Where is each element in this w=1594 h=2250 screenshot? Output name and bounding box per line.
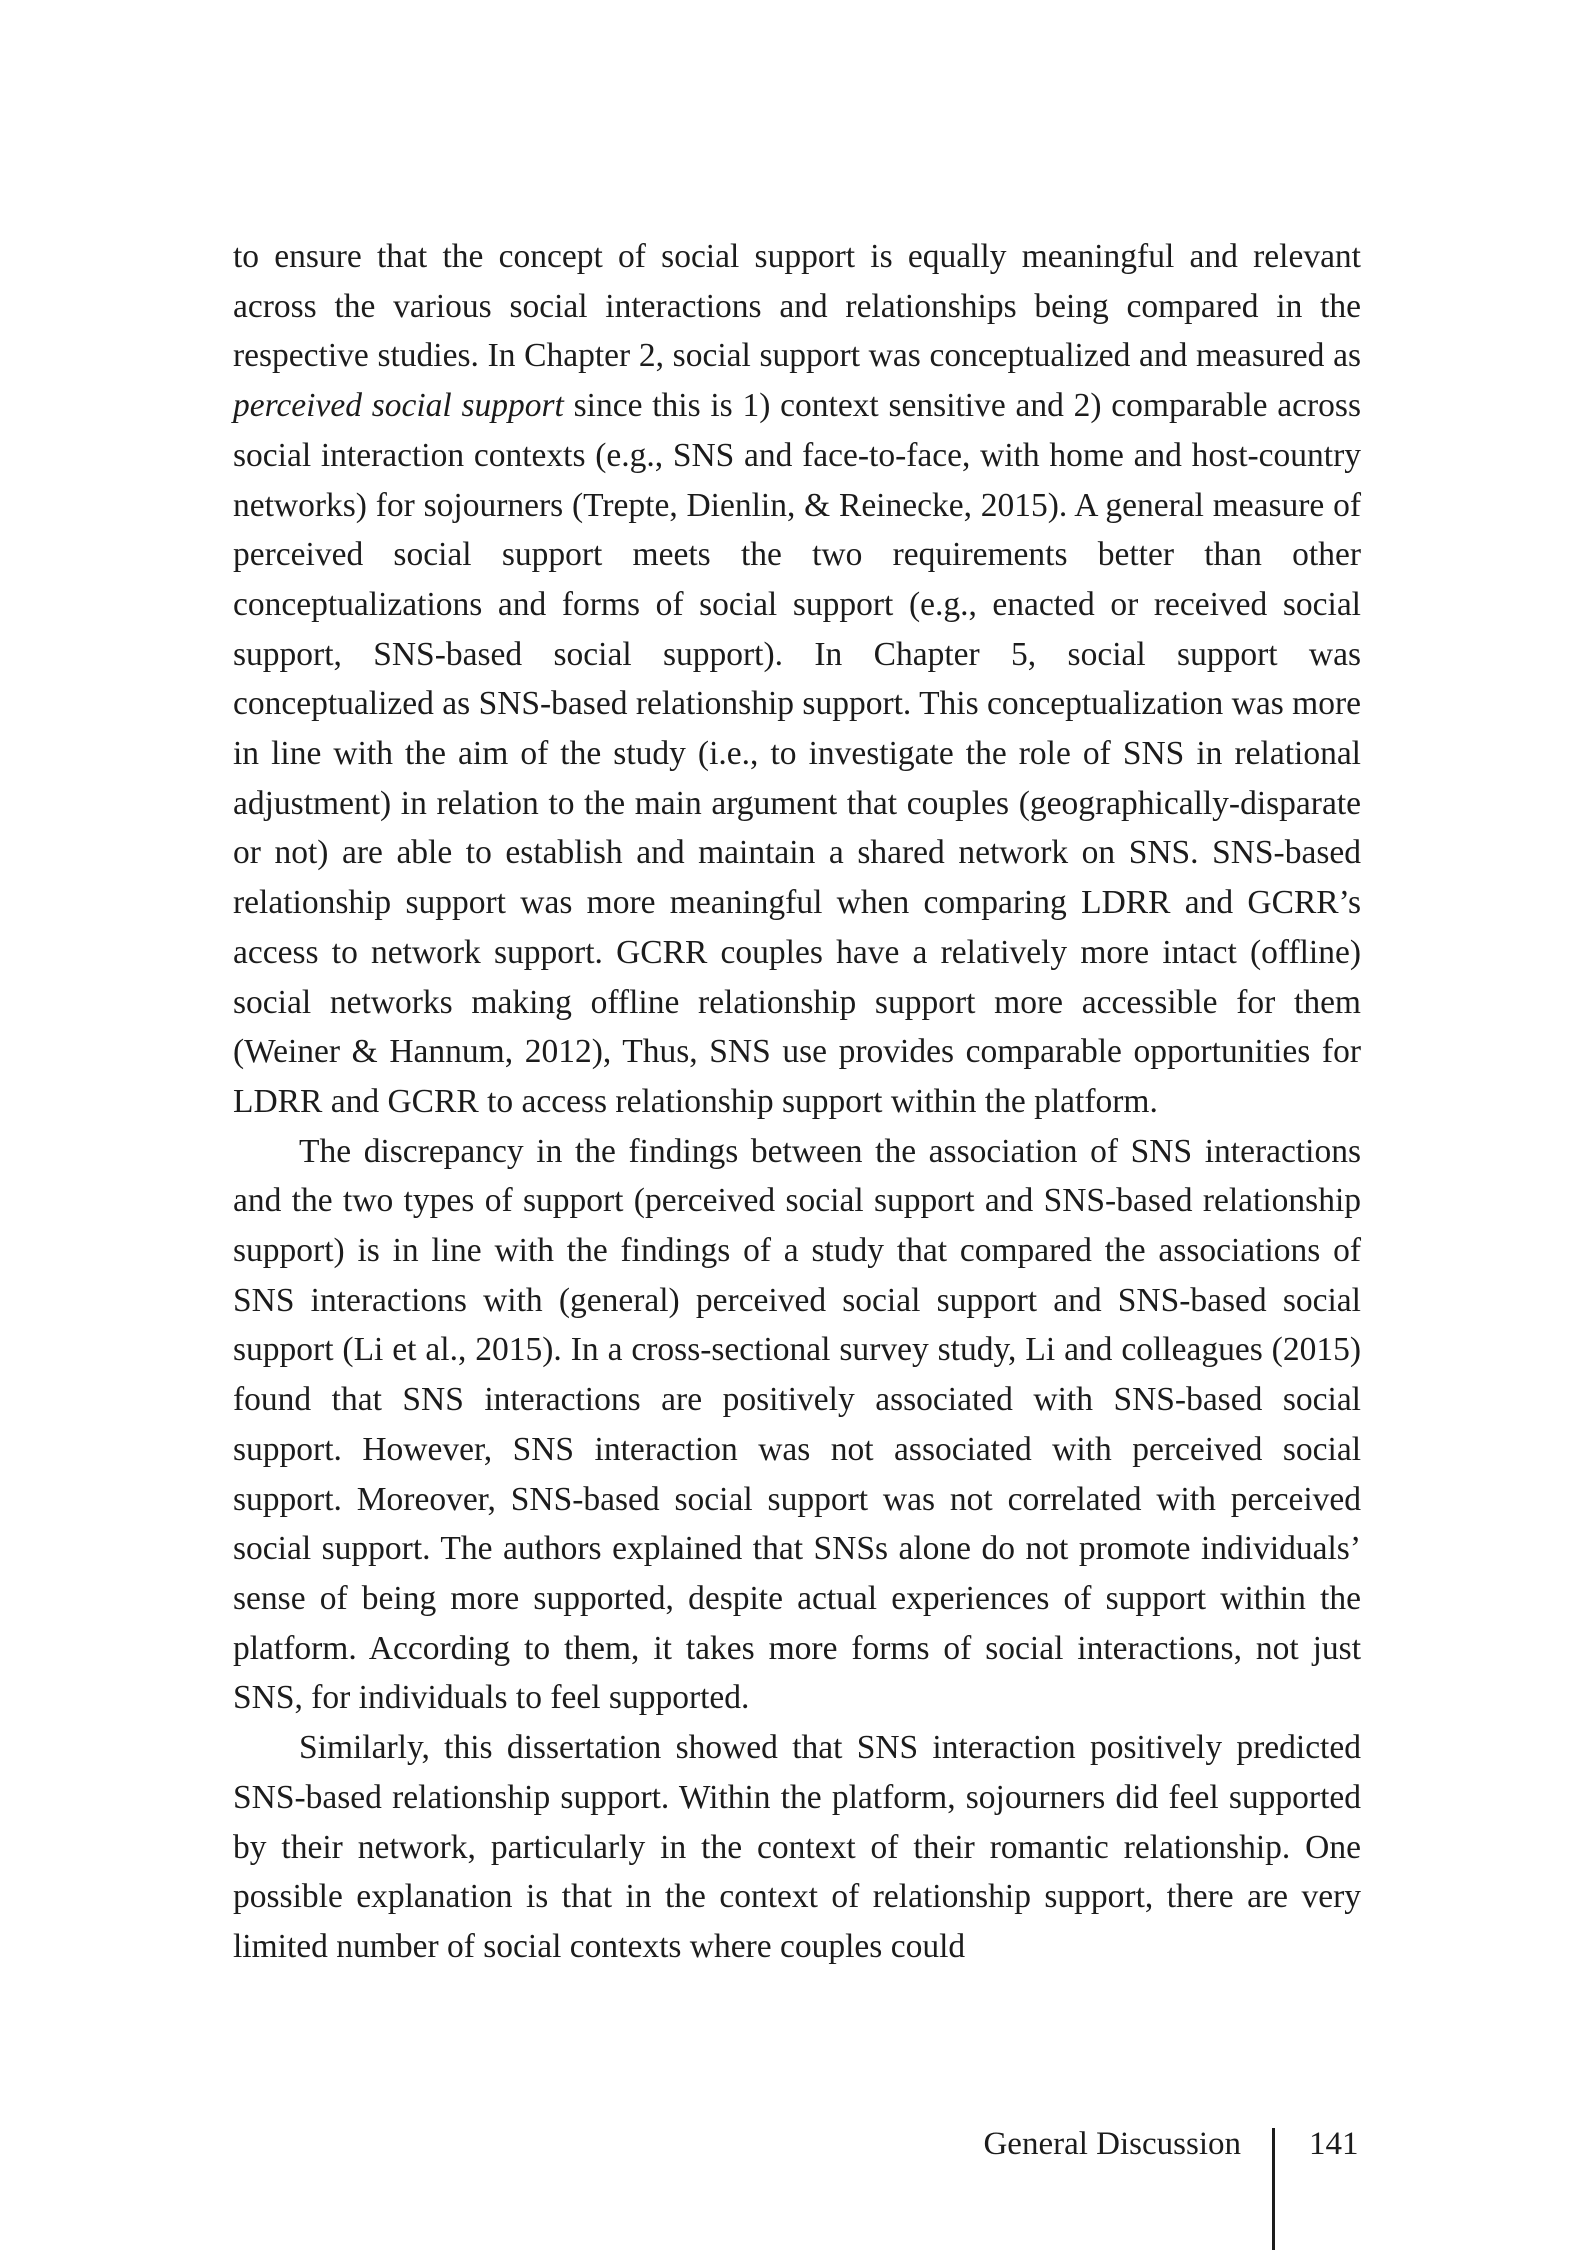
italic-term-perceived-social-support: perceived social support xyxy=(233,387,564,425)
paragraph-2: The discrepancy in the findings between the association of SNS interactions and the two types of support (perceived social support and SNS-based relationship support) is in line with the findings of a study that compared the associations of SNS interactions with (general) perceived social support and SNS-based social support (Li et al., 2015). In a cross-sectional survey study, Li and colleagues (2015) found that SNS interactions are positively associated with SNS-based social support. However, SNS interaction was not associated with perceived social support. Moreover, SNS-based social support was not correlated with perceived social support. The authors explained that SNSs alone do not promote individuals’ sense of being more supported, despite actual experiences of support within the platform. According to them, it takes more forms of social interactions, not just SNS, for individuals to feel supported. xyxy=(233,1132,1361,1717)
paragraph-1-text-end: since this is 1) context sensitive and 2) comparable across social interaction contexts (e.g., SNS and face-to-face, with home and host-country networks) for sojourners (Trepte, Dienlin, & Reinecke, 2015). A general measure of perceived social support meets the two requirements better than other conceptualizations and forms of social support (e.g., enacted or received social support, SNS-based social support). In Chapter 5, social support was conceptualized as SNS-based relationship support. This conceptualization was more in line with the aim of the study (i.e., to investigate the role of SNS in relational adjustment) in relation to the main argument that couples (geographically-disparate or not) are able to establish and maintain a shared network on SNS. SNS-based relationship support was more meaningful when comparing LDRR and GCRR’s access to network support. GCRR couples have a relatively more intact (offline) social networks making offline relationship support more accessible for them (Weiner & Hannum, 2012), Thus, SNS use provides comparable opportunities for LDRR and GCRR to access relationship support within the platform. xyxy=(233,387,1361,1120)
running-head: General Discussion xyxy=(983,2126,1241,2162)
paragraph-3: Similarly, this dissertation showed that SNS interaction positively predicted SNS-based relationship support. Within the platform, sojourners did feel supported by their network, particularly in the context of their romantic relationship. One possible explanation is that in the context of relationship support, there are very limited number of social contexts where couples could xyxy=(233,1729,1361,1965)
footer-divider xyxy=(1272,2128,1275,2250)
paragraph-1 xyxy=(233,232,1361,1127)
page-footer xyxy=(0,2122,1594,2250)
paragraph-1-text-start: to ensure that the concept of social support is equally meaningful and relevant across the various social interactions and relationships being compared in the respective studies. In Chapter 2, social support was conceptualized and measured as xyxy=(233,238,1361,375)
page-number: 141 xyxy=(1309,2126,1359,2162)
page-body xyxy=(233,232,1361,1972)
